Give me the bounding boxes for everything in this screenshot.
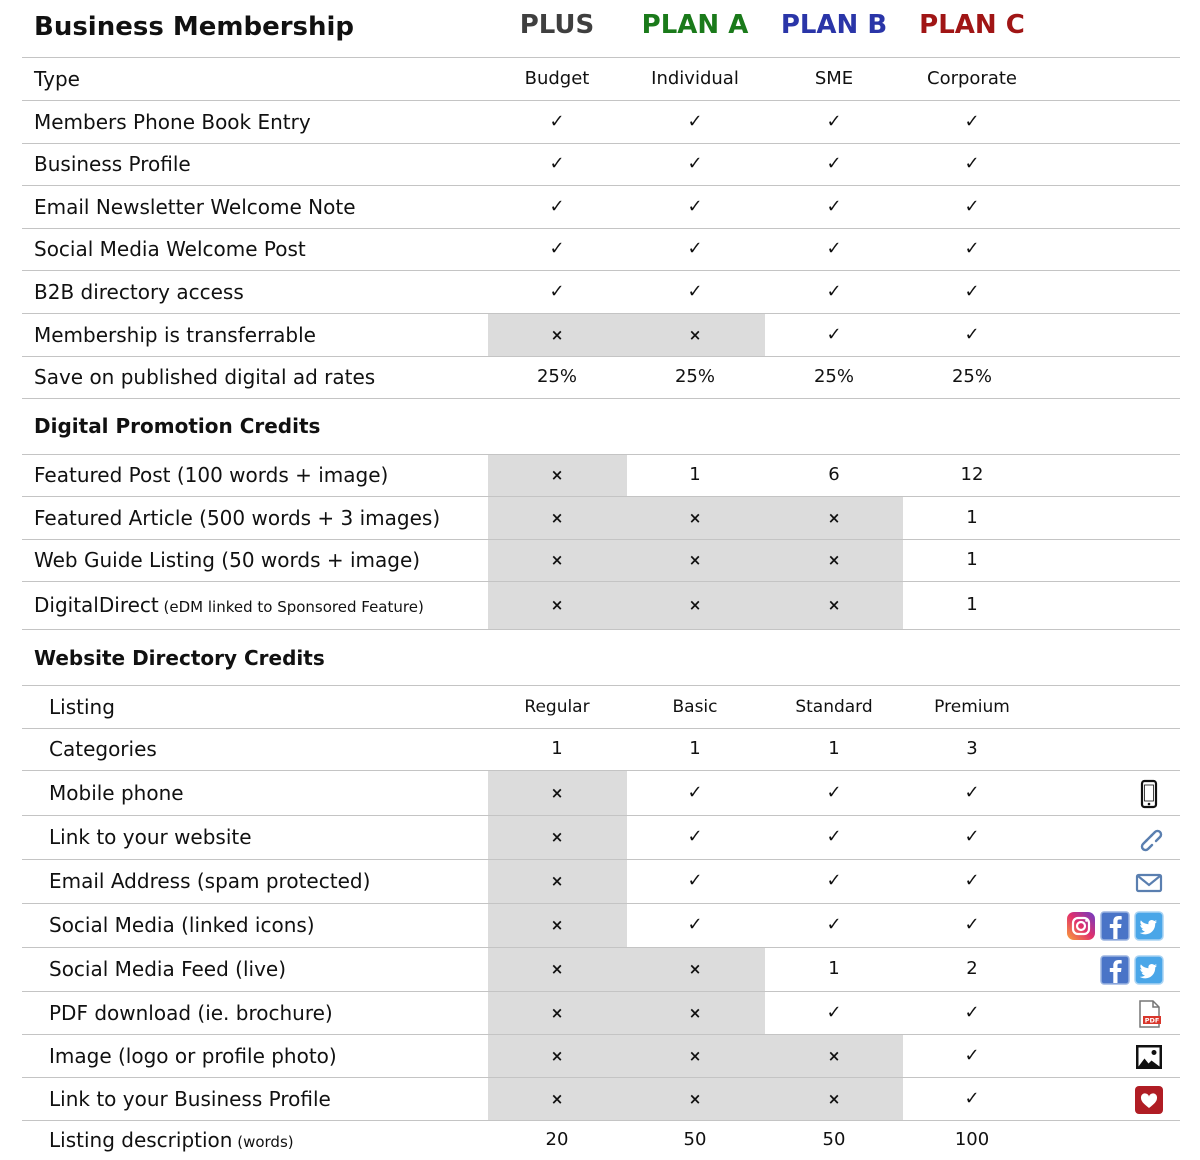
plan-cell: ✓ (964, 1044, 980, 1066)
row-divider (22, 903, 1180, 904)
plan-cell: ✓ (964, 781, 980, 803)
plan-cell: ✓ (687, 153, 703, 174)
plan-cell: × (550, 466, 564, 484)
plan-cell: × (688, 1003, 702, 1022)
row-divider (22, 228, 1180, 229)
plan-cell: × (550, 551, 564, 569)
plan-cell: × (550, 1046, 564, 1065)
plan-cell: 20 (545, 1129, 569, 1150)
plan-cell: ✓ (964, 826, 980, 847)
plan-cell: ✓ (964, 280, 980, 302)
heart-icon-graphic (1134, 1085, 1164, 1115)
image-icon[interactable] (1134, 1042, 1164, 1072)
plan-cell: ✓ (964, 195, 980, 217)
row-divider (22, 728, 1180, 729)
row-label-text: Web Guide Listing (50 words + image) (34, 548, 421, 572)
row-label-text: Email Newsletter Welcome Note (34, 194, 356, 219)
plan-cell: × (688, 960, 702, 978)
row-divider (22, 581, 1180, 582)
plan-cell: 6 (828, 464, 840, 485)
plan-cell: ✓ (964, 1087, 980, 1109)
row-label-text: Business Profile (34, 152, 191, 176)
plan-cell: × (550, 783, 564, 802)
facebook-icon-graphic (1100, 955, 1130, 985)
row-divider (22, 143, 1180, 144)
plan-cell: 1 (966, 506, 978, 528)
plan-cell: ✓ (687, 914, 703, 935)
twitter-icon[interactable] (1134, 955, 1164, 985)
row-label-text: Email Address (spam protected) (49, 869, 371, 893)
row-label-text: Link to your website (49, 825, 252, 849)
row-divider (22, 356, 1180, 357)
heart-icon[interactable] (1134, 1085, 1164, 1115)
row-label (49, 781, 184, 805)
plan-cell: 100 (954, 1129, 990, 1150)
plan-cell: ✓ (549, 153, 565, 174)
facebook-icon[interactable] (1100, 955, 1130, 985)
envelope-icon[interactable] (1134, 867, 1164, 897)
row-label-text: Social Media Welcome Post (34, 237, 306, 261)
plan-cell: Individual (651, 67, 739, 89)
plan-cell: Basic (672, 696, 718, 717)
plan-cell: ✓ (964, 870, 980, 891)
row-label (34, 280, 244, 304)
plan-cell: 1 (689, 738, 701, 759)
plan-header-1: PLUS (519, 10, 595, 40)
instagram-icon-graphic (1066, 911, 1096, 941)
row-label (49, 695, 115, 719)
row-label-text: PDF download (ie. brochure) (49, 1000, 333, 1025)
row-label (34, 110, 311, 134)
row-divider (22, 496, 1180, 497)
row-label-text: Link to your Business Profile (49, 1086, 331, 1111)
plan-cell: × (550, 1089, 564, 1108)
plan-cell: × (688, 325, 702, 344)
plan-cell: 2 (966, 958, 978, 979)
plan-cell: ✓ (964, 238, 980, 259)
plan-cell: ✓ (964, 110, 980, 132)
plan-cell: × (827, 551, 841, 569)
row-divider (22, 685, 1180, 686)
row-divider (22, 1034, 1180, 1035)
plan-cell: ✓ (687, 826, 703, 847)
row-label-note: (eDM linked to Sponsored Feature) (158, 598, 424, 616)
plan-cell: ✓ (687, 280, 703, 302)
row-label (49, 1044, 337, 1068)
row-label-text: Members Phone Book Entry (34, 109, 311, 134)
plan-cell: Standard (795, 696, 873, 717)
row-label-text: Listing (49, 694, 115, 719)
plan-cell: Budget (524, 67, 590, 89)
plan-cell: × (550, 508, 564, 527)
plan-header-4: PLAN C (919, 10, 1025, 40)
row-label (34, 506, 440, 530)
facebook-icon-graphic (1100, 911, 1130, 941)
row-label-text: Membership is transferrable (34, 322, 316, 347)
plan-cell: × (550, 872, 564, 890)
row-divider (22, 1077, 1180, 1078)
plan-cell: Corporate (927, 67, 1017, 89)
row-label-text: Social Media Feed (live) (49, 957, 287, 981)
row-divider (22, 57, 1180, 58)
plan-cell: Regular (524, 696, 590, 717)
row-label (49, 1087, 331, 1111)
plan-cell: × (688, 1089, 702, 1108)
row-label (49, 957, 286, 981)
plan-cell: × (827, 1046, 841, 1065)
row-divider (22, 770, 1180, 771)
plan-cell: × (550, 1003, 564, 1022)
facebook-icon[interactable] (1100, 911, 1130, 941)
plan-cell: × (827, 1089, 841, 1108)
plan-cell: ✓ (826, 280, 842, 302)
plan-cell: ✓ (964, 153, 980, 174)
twitter-icon[interactable] (1134, 911, 1164, 941)
plan-cell: × (550, 828, 564, 846)
row-label-note: (words) (232, 1133, 294, 1151)
row-label-text: Save on published digital ad rates (34, 365, 376, 389)
plan-cell: × (550, 325, 564, 344)
plan-cell: ✓ (826, 1001, 842, 1023)
row-divider (22, 815, 1180, 816)
row-divider (22, 100, 1180, 101)
plan-cell: ✓ (826, 826, 842, 847)
page-title: Business Membership (34, 12, 355, 42)
plan-cell: 25% (674, 366, 715, 387)
row-divider (22, 947, 1180, 948)
plan-cell: Premium (934, 696, 1010, 717)
plan-cell: ✓ (687, 110, 703, 132)
row-divider (22, 313, 1180, 314)
plan-cell: ✓ (687, 870, 703, 891)
row-label-text: Listing description (49, 1128, 233, 1152)
link-icon-graphic (1134, 823, 1164, 853)
plan-header-2: PLAN A (641, 10, 749, 40)
row-label-text: DigitalDirect (34, 593, 159, 617)
row-label-text: Categories (49, 737, 157, 761)
plan-cell: ✓ (964, 323, 980, 345)
plan-cell: × (688, 508, 702, 527)
row-label (34, 548, 420, 572)
plan-cell: ✓ (826, 914, 842, 935)
plan-cell: 50 (822, 1129, 846, 1150)
plan-cell: ✓ (826, 110, 842, 132)
plan-header-3: PLAN B (780, 10, 888, 40)
plan-cell: ✓ (549, 110, 565, 132)
row-label (34, 67, 80, 91)
plan-cell: ✓ (826, 238, 842, 259)
row-label (34, 593, 424, 619)
plan-cell: ✓ (687, 781, 703, 803)
row-divider (22, 270, 1180, 271)
instagram-icon[interactable] (1066, 911, 1096, 941)
plan-cell: 1 (689, 464, 701, 485)
mobile-phone-icon[interactable] (1134, 779, 1164, 809)
plan-cell: ✓ (549, 238, 565, 259)
plan-cell: 25% (813, 366, 854, 387)
row-label (34, 463, 388, 487)
plan-cell: ✓ (826, 781, 842, 803)
row-label (34, 152, 191, 176)
plan-cell: 25% (951, 366, 992, 387)
plan-cell: ✓ (549, 280, 565, 302)
row-label (49, 913, 315, 937)
plan-cell: ✓ (826, 870, 842, 891)
row-label-text: Featured Article (500 words + 3 images) (34, 505, 441, 530)
image-icon-graphic (1134, 1042, 1164, 1072)
row-label (34, 323, 316, 347)
plan-cell: ✓ (964, 914, 980, 935)
envelope-icon-graphic (1134, 867, 1164, 897)
plan-cell: ✓ (549, 195, 565, 217)
pdf-icon-graphic (1134, 999, 1164, 1029)
row-label (34, 365, 375, 389)
row-divider (22, 859, 1180, 860)
row-label-text: B2B directory access (34, 279, 244, 304)
plan-cell: 1 (966, 549, 978, 570)
plan-cell: × (688, 551, 702, 569)
twitter-icon-graphic (1134, 955, 1164, 985)
plan-cell: ✓ (826, 153, 842, 174)
row-label-text: Social Media (linked icons) (49, 913, 315, 937)
row-label (49, 825, 252, 849)
row-divider (22, 1120, 1180, 1121)
plan-cell: 1 (828, 958, 840, 979)
plan-cell: 1 (551, 738, 563, 759)
mobile-phone-icon-graphic (1134, 779, 1164, 809)
plan-cell: ✓ (826, 323, 842, 345)
row-divider (22, 398, 1180, 399)
section-title-website: Website Directory Credits (34, 646, 325, 670)
plan-cell: 25% (536, 366, 577, 387)
twitter-icon-graphic (1134, 911, 1164, 941)
plan-cell: × (688, 596, 702, 614)
row-label (49, 1128, 294, 1154)
plan-cell: 3 (966, 738, 978, 759)
row-label (49, 737, 157, 761)
pdf-icon[interactable] (1134, 999, 1164, 1029)
row-label (34, 237, 306, 261)
plan-cell: × (827, 508, 841, 527)
plan-cell: × (550, 960, 564, 978)
row-label (49, 869, 370, 893)
row-label-text: Mobile phone (49, 780, 184, 805)
plan-cell: × (550, 916, 564, 934)
plan-cell: × (550, 596, 564, 614)
plan-cell: 1 (966, 594, 978, 615)
row-label (34, 195, 356, 219)
plan-cell: SME (814, 67, 854, 89)
plan-cell: × (688, 1046, 702, 1065)
row-label (49, 1001, 333, 1025)
row-divider (22, 185, 1180, 186)
plan-cell: ✓ (687, 195, 703, 217)
row-divider (22, 539, 1180, 540)
plan-cell: 50 (683, 1129, 707, 1150)
svg-text:PDF: PDF (1144, 1016, 1160, 1024)
link-icon[interactable] (1134, 823, 1164, 853)
row-divider (22, 454, 1180, 455)
section-title-digital: Digital Promotion Credits (34, 414, 321, 438)
row-label-text: Image (logo or profile photo) (49, 1043, 337, 1068)
plan-cell: ✓ (964, 1001, 980, 1023)
plan-cell: 1 (828, 738, 840, 759)
plan-cell: × (827, 596, 841, 614)
row-label-text: Type (34, 66, 80, 91)
plan-cell: 12 (960, 464, 984, 485)
plan-cell: ✓ (826, 195, 842, 217)
row-divider (22, 629, 1180, 630)
row-label-text: Featured Post (100 words + image) (34, 463, 389, 487)
row-divider (22, 991, 1180, 992)
plan-cell: ✓ (687, 238, 703, 259)
